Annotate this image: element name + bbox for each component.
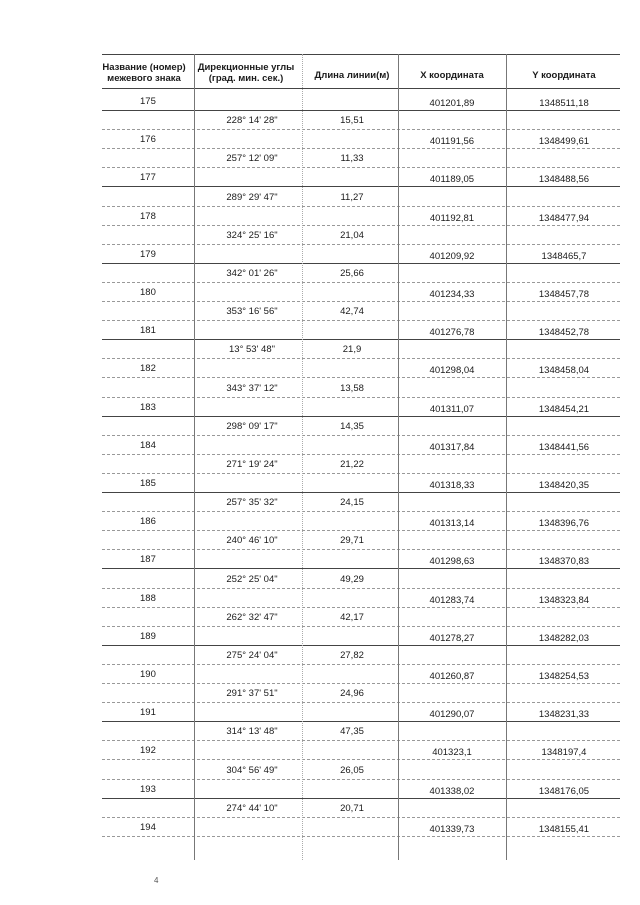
x-coordinate: 401323,1 [432,747,472,759]
row-divider [102,664,620,665]
page-mark: 4 [154,876,159,885]
row-divider [102,54,620,55]
line-length: 25,66 [340,267,364,279]
x-coordinate: 401209,92 [429,250,475,262]
header-x: X координата [420,70,484,81]
row-divider [102,779,620,780]
line-length: 13,58 [340,382,364,394]
row-divider [102,702,620,703]
point-number: 175 [140,96,156,107]
row-divider [102,511,620,512]
y-coordinate: 1348231,33 [538,709,590,721]
x-coordinate: 401318,33 [429,480,475,491]
directional-angle: 257° 35' 32" [226,497,278,509]
row-divider [102,358,620,359]
x-coordinate: 401191,56 [429,136,475,148]
x-coordinate: 401283,74 [429,594,475,606]
directional-angle: 343° 37' 12" [226,382,278,394]
y-coordinate: 1348465,7 [541,250,587,262]
point-number: 190 [140,669,156,680]
row-divider [102,301,620,302]
line-length: 15,51 [340,115,364,127]
y-coordinate: 1348370,83 [538,556,590,568]
x-coordinate: 401313,14 [429,518,475,530]
directional-angle: 13° 53' 48" [229,344,275,356]
point-number: 180 [140,287,156,298]
row-divider [102,186,620,187]
line-length: 21,9 [342,344,362,356]
directional-angle: 304° 56' 49" [226,764,278,776]
column-divider [506,54,507,860]
y-coordinate: 1348254,53 [538,671,590,682]
line-length: 47,35 [340,726,364,738]
header-length: Длина линии(м) [314,70,390,81]
x-coordinate: 401311,07 [429,403,475,415]
y-coordinate: 1348176,05 [538,785,590,797]
directional-angle: 275° 24' 04" [226,649,278,661]
line-length: 21,22 [340,458,364,470]
x-coordinate: 401298,04 [429,365,475,377]
row-divider [102,225,620,226]
header-y: Y координата [532,70,596,81]
row-divider [102,683,620,684]
point-number: 179 [140,248,156,260]
y-coordinate: 1348458,04 [538,365,590,377]
line-length: 24,96 [340,688,364,700]
directional-angle: 262° 32' 47" [226,611,278,623]
directional-angle: 353° 16' 56" [226,306,278,318]
point-number: 181 [140,325,156,337]
directional-angle: 324° 25' 16" [226,229,278,241]
y-coordinate: 1348282,03 [538,632,590,644]
x-coordinate: 401276,78 [429,327,475,339]
row-divider [102,759,620,760]
y-coordinate: 1348511,18 [539,98,589,109]
directional-angle: 342° 01' 26" [226,267,278,279]
y-coordinate: 1348155,41 [538,823,590,835]
y-coordinate: 1348499,61 [538,136,590,148]
x-coordinate: 401338,02 [429,785,475,797]
point-number: 188 [140,592,156,604]
row-divider [102,568,620,569]
row-divider [102,416,620,417]
point-number: 193 [140,783,156,795]
y-coordinate: 1348488,56 [538,174,590,186]
directional-angle: 252° 25' 04" [226,573,278,585]
point-number: 178 [140,210,156,222]
row-divider [102,148,620,149]
row-divider [102,339,620,340]
point-number: 189 [140,630,156,642]
line-length: 24,15 [340,497,364,509]
y-coordinate: 1348477,94 [538,212,590,224]
point-number: 187 [140,554,156,566]
point-number: 184 [140,439,156,451]
y-coordinate: 1348396,76 [538,518,590,530]
line-length: 49,29 [340,573,364,585]
x-coordinate: 401278,27 [429,632,475,644]
row-divider [102,206,620,207]
row-divider [102,110,620,111]
row-divider [102,320,620,321]
point-number: 185 [140,478,156,489]
x-coordinate: 401260,87 [429,671,475,682]
line-length: 11,27 [340,191,364,203]
y-coordinate: 1348457,78 [538,289,590,300]
column-divider [194,54,195,860]
directional-angle: 314° 13' 48" [226,726,278,738]
row-divider [102,588,620,589]
point-number: 191 [140,707,156,719]
y-coordinate: 1348420,35 [538,480,590,491]
line-length: 11,33 [340,153,364,165]
row-divider [102,473,620,474]
directional-angle: 228° 14' 28" [226,115,278,127]
x-coordinate: 401192,81 [429,212,475,224]
row-divider [102,282,620,283]
line-length: 21,04 [340,229,364,241]
directional-angle: 274° 44' 10" [226,802,278,814]
y-coordinate: 1348197,4 [541,747,587,759]
column-divider [398,54,399,860]
row-divider [102,263,620,264]
x-coordinate: 401290,07 [429,709,475,721]
row-divider [102,167,620,168]
y-coordinate: 1348452,78 [538,327,590,339]
y-coordinate: 1348454,21 [538,403,590,415]
directional-angle: 271° 19' 24" [226,458,278,470]
line-length: 29,71 [340,535,364,547]
row-divider [102,645,620,646]
row-divider [102,607,620,608]
line-length: 42,74 [340,306,364,318]
row-divider [102,798,620,799]
point-number: 176 [140,134,156,146]
header-name: Название (номер) межевого знака [102,62,186,84]
row-divider [102,397,620,398]
line-length: 14,35 [340,420,364,432]
row-divider [102,492,620,493]
point-number: 177 [140,172,156,184]
line-length: 27,82 [340,649,364,661]
row-divider [102,721,620,722]
y-coordinate: 1348323,84 [538,594,590,606]
row-divider [102,626,620,627]
row-divider [102,549,620,550]
header-angle: Дирекционные углы (град. мин. сек.) [197,62,295,84]
directional-angle: 257° 12' 09" [226,153,278,165]
row-divider [102,740,620,741]
row-divider [102,454,620,455]
point-number: 192 [140,745,156,757]
point-number: 182 [140,363,156,375]
directional-angle: 291° 37' 51" [226,688,278,700]
x-coordinate: 401339,73 [429,823,475,835]
directional-angle: 240° 46' 10" [226,535,278,547]
row-divider [102,88,620,89]
row-divider [102,817,620,818]
row-divider [102,244,620,245]
directional-angle: 289° 29' 47" [226,191,278,203]
point-number: 194 [140,821,156,833]
row-divider [102,377,620,378]
column-divider [302,54,303,860]
x-coordinate: 401317,84 [429,441,475,453]
row-divider [102,129,620,130]
directional-angle: 298° 09' 17" [226,420,278,432]
x-coordinate: 401298,63 [429,556,475,568]
point-number: 183 [140,401,156,413]
y-coordinate: 1348441,56 [538,441,590,453]
x-coordinate: 401201,89 [429,98,475,109]
x-coordinate: 401234,33 [429,289,475,300]
line-length: 42,17 [340,611,364,623]
point-number: 186 [140,516,156,528]
line-length: 20,71 [340,802,364,814]
row-divider [102,530,620,531]
row-divider [102,836,620,837]
line-length: 26,05 [340,764,364,776]
x-coordinate: 401189,05 [429,174,475,186]
row-divider [102,435,620,436]
